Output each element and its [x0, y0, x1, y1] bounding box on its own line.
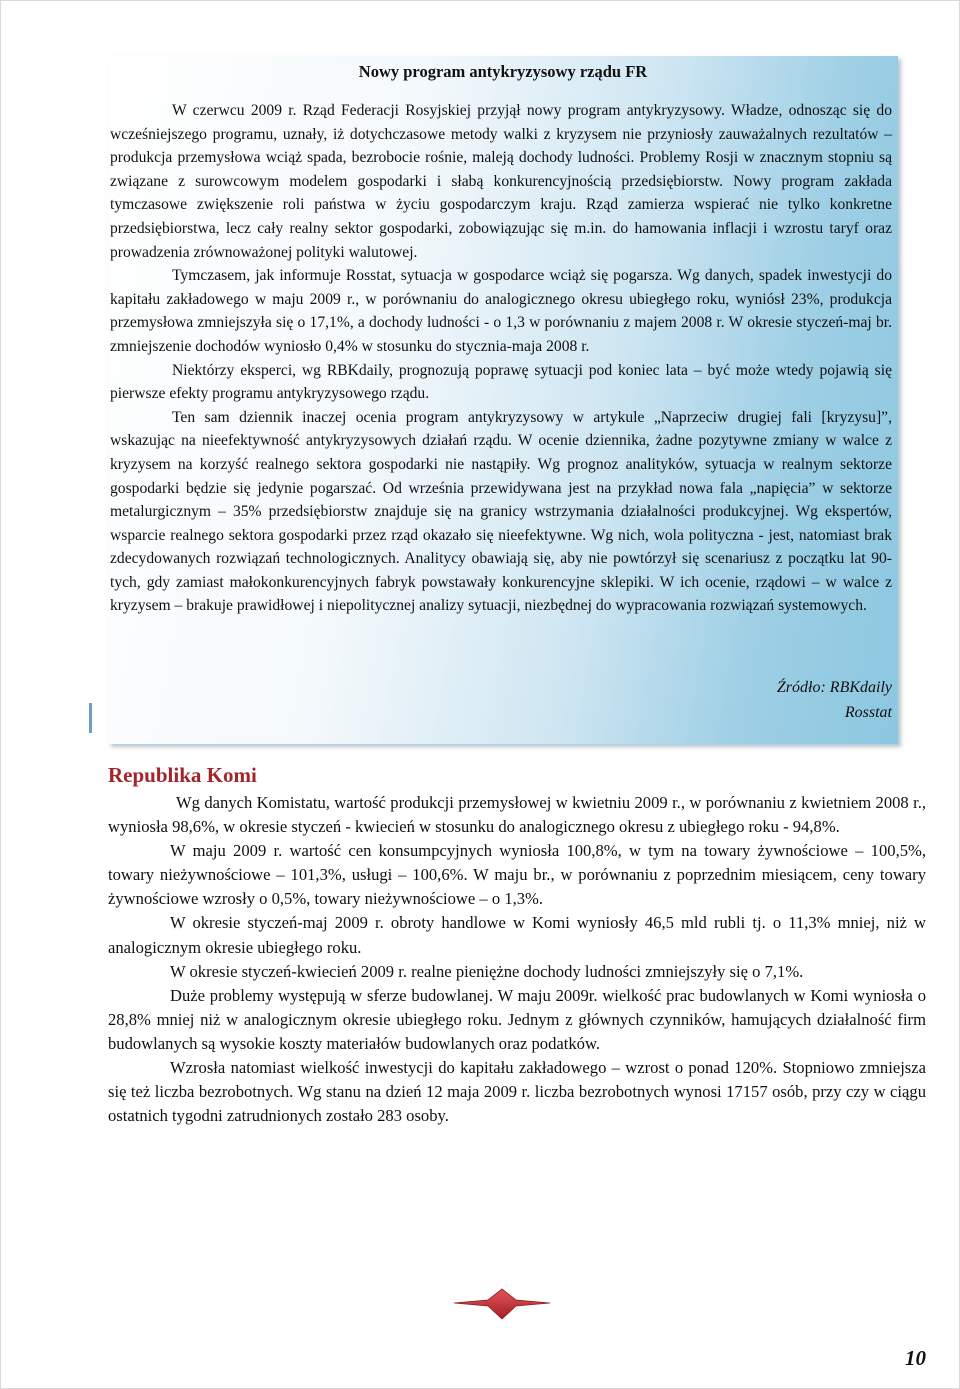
box-paragraph: Niektórzy eksperci, wg RBKdaily, prognozują poprawę sytuacji pod koniec lata – być może wtedy pojawią się pierwsze efekty programu antykryzysowego rządu.	[110, 361, 892, 403]
box-paragraph: W czerwcu 2009 r. Rząd Federacji Rosyjskiej przyjął nowy program antykryzysowy. Władze, odnosząc się do wcześniejszego programu, uznały, iż dotychczasowe metody walki z kryzysem nie przyniosły zauważalnych rezultatów – produkcja przemysłowa wciąż spada, bezrobocie rośnie, maleją dochody ludności. Problemy Rosji w znacznym stopniu są związane z surowcowym modelem gospodarki i słabą konkurencyjnością przedsiębiorstw. Nowy program zakłada tymczasowe zwiększenie roli państwa w życiu gospodarczym kraju. Rząd zamierza wspierać nie tylko konkretne przedsiębiorstwa, lecz cały realny sektor gospodarki, zobowiązując się m.in. do hamowania inflacji i wzrostu taryf oraz prowadzenia zrównoważonej polityki walutowej.	[110, 102, 892, 261]
box-text	[110, 99, 892, 618]
box-paragraph: Tymczasem, jak informuje Rosstat, sytuacja w gospodarce wciąż się pogarsza. Wg danych, spadek inwestycji do kapitału zakładowego w maju 2009 r., w porównaniu do analogicznego okresu ubiegłego roku, wyniósł 23%, produkcja przemysłowa zmniejszyła się o 17,1%, a dochody ludności - o 1,3 w porównaniu z majem 2008 r. W okresie styczeń-maj br. zmniejszenie dochodów wyniosło 0,4% w stosunku do stycznia-maja 2008 r.	[110, 267, 892, 355]
section-paragraph: W okresie styczeń-maj 2009 r. obroty handlowe w Komi wyniosły 46,5 mld rubli tj. o 11,3% mniej, niż w analogicznym okresie ubiegłego roku.	[108, 913, 926, 957]
source-line-2: Rosstat	[844, 704, 892, 721]
box-title: Nowy program antykryzysowy rządu FR	[358, 62, 648, 81]
section-paragraph: Wzrosła natomiast wielkość inwestycji do kapitału zakładowego – wzrost o ponad 120%. Stopniowo zmniejsza się też liczba bezrobotnych. Wg stanu na dzień 12 maja 2009 r. liczba bezrobotnych wynosi 17157 osób, przy czy w ciągu ostatnich tygodni zatrudnionych zostało 283 osoby.	[108, 1058, 926, 1126]
page-number: 10	[905, 1346, 926, 1370]
box-accent-bar	[89, 703, 92, 733]
section-title: Republika Komi	[108, 763, 257, 787]
section-body	[108, 791, 926, 1128]
section-paragraph: Duże problemy występują w sferze budowlanej. W maju 2009r. wielkość prac budowlanych w Komi wyniosła o 28,8% mniej niż w analogicznym okresie ubiegłego roku. Jednym z głównych czynników, hamujących działalność firm budowlanych są wysokie koszty materiałów budowlanych oraz podatków.	[108, 985, 926, 1053]
source-line-1: Źródło: RBKdaily	[776, 679, 892, 696]
ornament-divider-icon	[452, 1287, 552, 1323]
section-paragraph: W maju 2009 r. wartość cen konsumpcyjnych wyniosła 100,8%, w tym na towary żywnościowe – 100,5%, towary nieżywnościowe – 101,3%, usługi – 100,6%. W maju br., w porównaniu z poprzednim miesiącem, ceny towary żywnościowe wzrosły o 0,5%, towary nieżywnościowe – o 1,3%.	[108, 841, 926, 909]
section-paragraph: Wg danych Komistatu, wartość produkcji przemysłowej w kwietniu 2009 r., w porównaniu z kwietniem 2008 r., wyniosła 98,6%, w okresie styczeń - kwiecień w stosunku do analogicznego okresu z ubiegłego roku - 94,8%.	[108, 793, 926, 837]
box-paragraph: Ten sam dziennik inaczej ocenia program antykryzysowy w artykule „Naprzeciw drugiej fali [kryzysu]”, wskazując na nieefektywność antykryzysowych działań rządu. W ocenie dziennika, żadne pozytywne zmiany w walce z kryzysem na korzyść realnego sektora gospodarki nie nastąpiły. Wg prognoz analityków, sytuacja w realnym sektorze gospodarki będzie się jedynie pogarszać. Od września przewidywana jest na przykład nowa fala „napięcia” w sektorze metalurgicznym – 35% przedsiębiorstw znajduje się na granicy wstrzymania działalności produkcyjnej. Wg ekspertów, wsparcie realnego sektora gospodarki przez rząd okazało się nieefektywne. Wg nich, wola polityczna - jest, natomiast brak zdecydowanych rozwiązań technologicznych. Analitycy obawiają się, aby nie powtórzył się scenariusz z początku lat 90-tych, gdy zamiast małokonkurencyjnych fabryk powstawały konkurencyjne sklepiki. W ich ocenie, rządowi – w walce z kryzysem – brakuje prawidłowej i niepolitycznej analizy sytuacji, niezbędnej do wypracowania rozwiązań systemowych.	[110, 408, 892, 615]
section-paragraph: W okresie styczeń-kwiecień 2009 r. realne pieniężne dochody ludności zmniejszyły się o 7,1%.	[170, 961, 804, 981]
